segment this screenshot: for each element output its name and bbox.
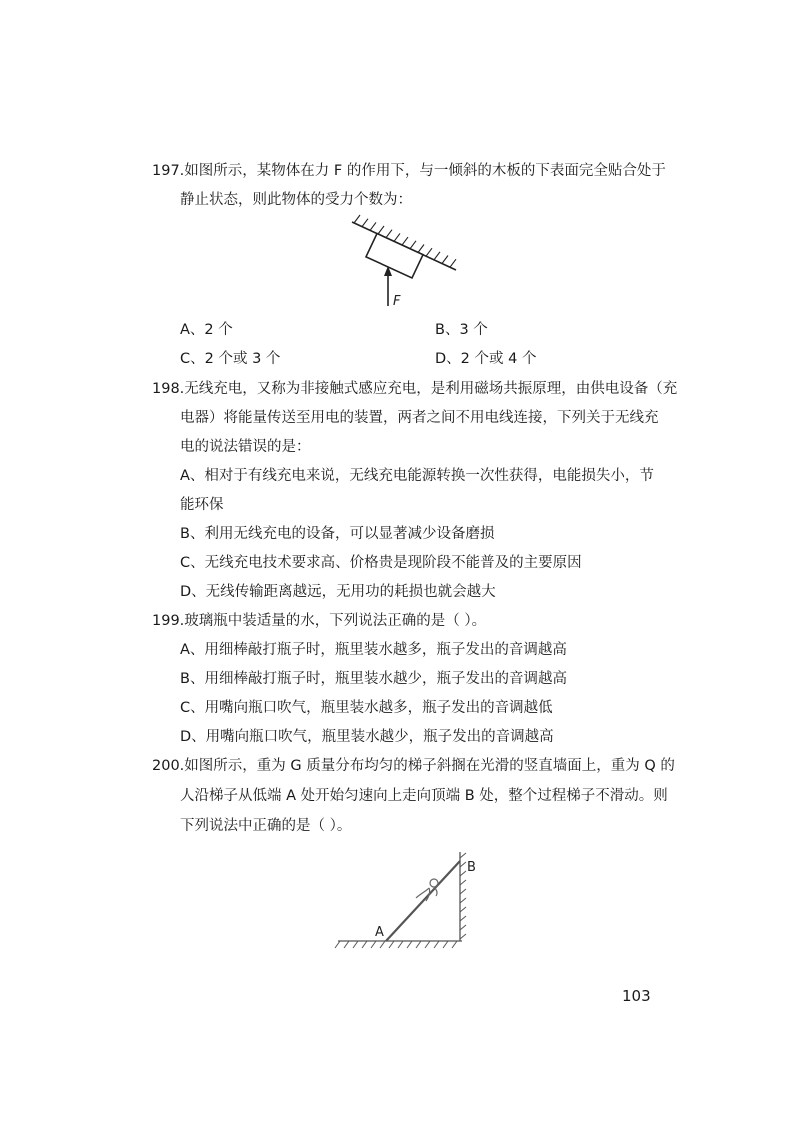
q197-line-2: 静止状态，则此物体的受力个数为： — [180, 192, 412, 208]
q198-option-a-cont: 能环保 — [180, 497, 224, 513]
q197-option-b: B、3 个 — [435, 322, 488, 338]
wall — [460, 852, 466, 941]
q198-option-d: D、无线传输距离越远，无用功的耗损也就会越大 — [180, 584, 496, 600]
q200-line-2: 人沿梯子从低端 A 处开始匀速向上走向顶端 B 处，整个过程梯子不滑动。则 — [180, 788, 668, 804]
q199-option-c: C、用嘴向瓶口吹气，瓶里装水越多，瓶子发出的音调越低 — [180, 700, 553, 716]
point-b-label: B — [467, 860, 476, 875]
q200-figure — [330, 848, 480, 950]
ladder — [386, 861, 460, 941]
q197-option-a: A、2 个 — [180, 322, 233, 338]
q197-line-1: 197.如图所示，某物体在力 F 的作用下，与一倾斜的木板的下表面完全贴合处于 — [152, 163, 666, 179]
q199-line-1: 199.玻璃瓶中装适量的水，下列说法正确的是（ ）。 — [152, 613, 487, 629]
ground — [335, 941, 462, 948]
q199-option-b: B、用细棒敲打瓶子时，瓶里装水越少，瓶子发出的音调越高 — [180, 671, 567, 687]
q200-line-1: 200.如图所示，重为 G 质量分布均匀的梯子斜搁在光滑的竖直墙面上，重为 Q 的 — [152, 758, 675, 774]
q198-line-2: 电器）将能量传送至用电的装置，两者之间不用电线连接，下列关于无线充 — [180, 410, 659, 426]
q198-option-a: A、相对于有线充电来说，无线充电能源转换一次性获得，电能损失小，节 — [180, 468, 654, 484]
q198-line-3: 电的说法错误的是： — [180, 439, 311, 455]
page-number: 103 — [622, 987, 651, 1005]
q199-option-d: D、用嘴向瓶口吹气，瓶里装水越少，瓶子发出的音调越高 — [180, 729, 554, 745]
force-arrow — [384, 266, 392, 306]
q199-option-a: A、用细棒敲打瓶子时，瓶里装水越多，瓶子发出的音调越高 — [180, 642, 567, 658]
q197-number: 197. — [152, 163, 185, 179]
q198-number: 198. — [152, 381, 185, 397]
point-a-label: A — [375, 925, 384, 940]
force-label: F — [393, 294, 401, 309]
q197-figure — [340, 212, 470, 310]
q198-line-1: 198.无线充电，又称为非接触式感应充电，是利用磁场共振原理，由供电设备（充 — [152, 381, 678, 397]
q199-number: 199. — [152, 613, 185, 629]
q198-option-c: C、无线充电技术要求高、价格贵是现阶段不能普及的主要原因 — [180, 555, 582, 571]
q200-number: 200. — [152, 758, 185, 774]
q197-option-c: C、2 个或 3 个 — [180, 351, 281, 367]
q200-line-3: 下列说法中正确的是（ ）。 — [180, 818, 352, 834]
q198-option-b: B、利用无线充电的设备，可以显著减少设备磨损 — [180, 526, 495, 542]
q197-option-d: D、2 个或 4 个 — [435, 351, 537, 367]
